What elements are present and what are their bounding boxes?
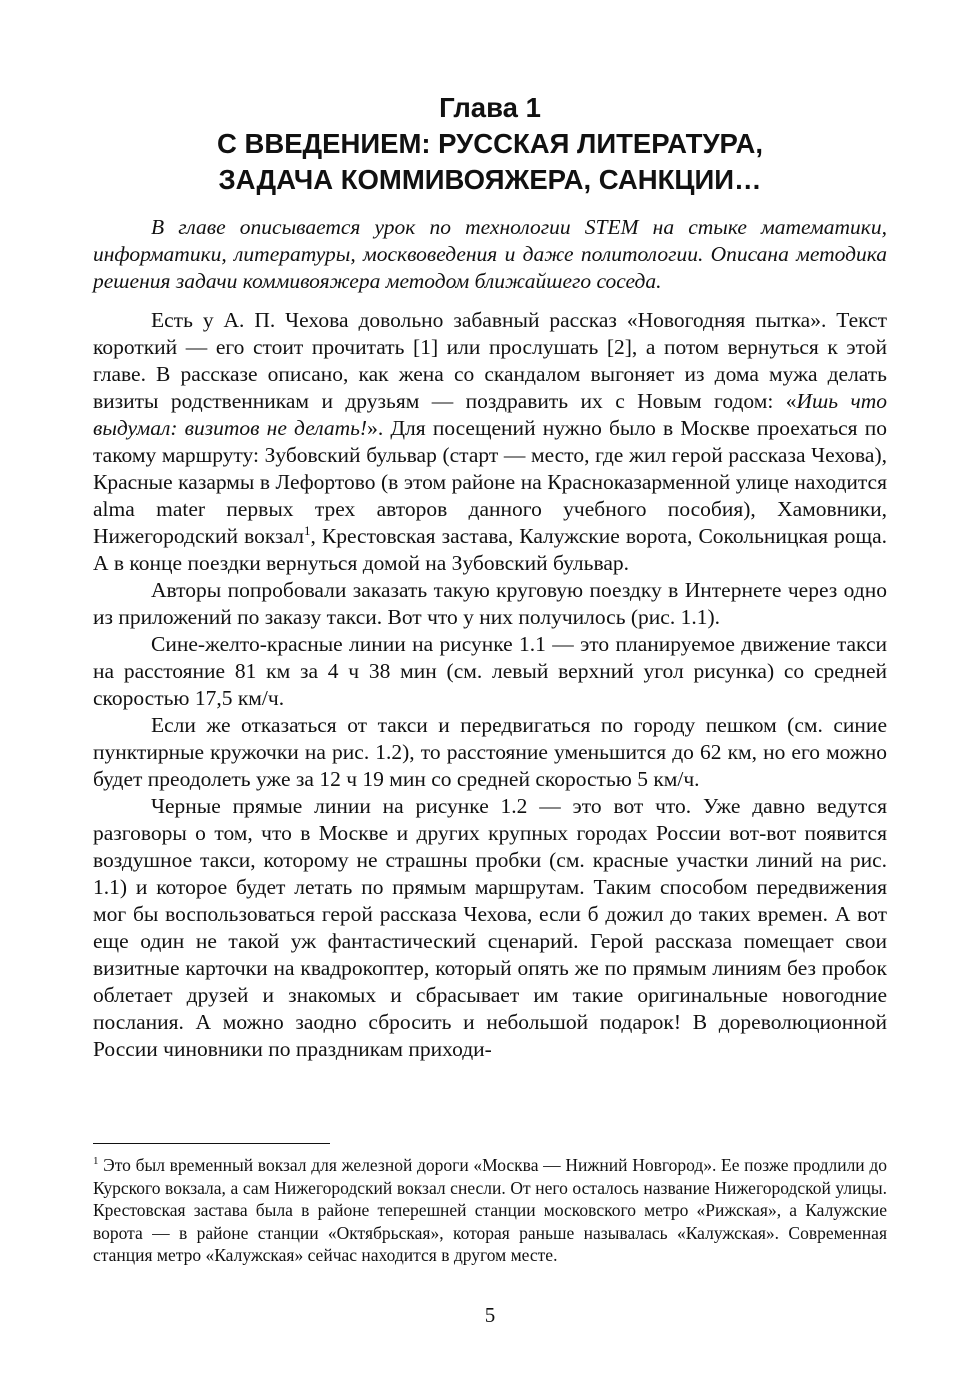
- footnote-divider: [93, 1143, 330, 1144]
- footnote-mark: 1: [93, 1155, 99, 1168]
- chapter-title-line1: С ВВЕДЕНИЕМ: РУССКАЯ ЛИТЕРАТУРА,: [217, 128, 763, 159]
- paragraph-3: Сине-желто-красные линии на рисунке 1.1 — это планируемое движение такси на расстояние 81 км за 4 ч 38 мин (см. левый верхний угол рисунка) со средней скоростью 17,5 км/ч.: [93, 632, 887, 710]
- chapter-title-line2: ЗАДАЧА КОММИВОЯЖЕРА, САНКЦИИ…: [218, 164, 762, 195]
- paragraph-1: [93, 307, 887, 577]
- paragraph-1-quote: Ишь что выдумал: визитов не делать!: [93, 389, 887, 440]
- paragraph-1-middle: ». Для посещений нужно было в Москве проехаться по такому маршруту: Зубовский бульвар (старт — место, где жил герой рассказа Чехова), Красные казармы в Лефортово (в этом районе на Красноказарменной улице находится alma mater первых трех авторов данного учебного пособия), Хамовники, Нижегородский вокзал: [93, 416, 887, 548]
- paragraph-2: Авторы попробовали заказать такую круговую поездку в Интернете через одно из приложений по заказу такси. Вот что у них получилось (рис. 1.1).: [93, 578, 887, 629]
- paragraph-1-end: , Крестовская застава, Калужские ворота, Сокольницкая роща. А в конце поездки вернуться домой на Зубовский бульвар.: [93, 524, 887, 575]
- page-number: 5: [484, 1303, 496, 1327]
- paragraph-1-start: Есть у А. П. Чехова довольно забавный рассказ «Новогодняя пытка». Текст короткий — его стоит прочитать [1] или прослушать [2], а потом вернуться к этой главе. В рассказе описано, как жена со скандалом выгоняет из дома мужа делать визиты родственникам и друзьям — поздравить их с Новым годом: «: [93, 308, 887, 413]
- footnote-text: Это был временный вокзал для железной дороги «Москва — Нижний Новгород». Ее позже продлили до Курского вокзала, а сам Нижегородский вокзал снесли. От него осталось название Нижегородской улицы. Крестовская застава была в районе теперешней станции московского метро «Рижская», а Калужские ворота — в районе станции «Октябрьская», которая раньше называлась «Калужская». Современная станция метро «Калужская» сейчас находится в другом месте.: [93, 1155, 887, 1265]
- paragraph-4: Если же отказаться от такси и передвигаться по городу пешком (см. синие пунктирные кружочки на рис. 1.2), то расстояние уменьшится до 62 км, но его можно будет преодолеть уже за 12 ч 19 мин со средней скоростью 5 км/ч.: [93, 713, 887, 791]
- page-content: [93, 90, 887, 1063]
- chapter-abstract: В главе описывается урок по технологии STEM на стыке математики, информатики, литературы, москвоведения и даже политологии. Описана методика решения задачи коммивояжера методом ближайшего соседа.: [93, 215, 887, 293]
- chapter-label: Глава 1: [439, 92, 541, 123]
- paragraph-5: Черные прямые линии на рисунке 1.2 — это вот что. Уже давно ведутся разговоры о том, что в Москве и других крупных городах России вот-вот появится воздушное такси, которому не страшны пробки (см. красные участки линий на рис. 1.1) и которое будет летать по прямым маршрутам. Таким способом передвижения мог бы воспользоваться герой рассказа Чехова, если б дожил до таких времен. А вот еще один не такой уж фантастический сценарий. Герой рассказа помещает свои визитные карточки на квадрокоптер, который опять же по прямым линиям без пробок облетает друзей и знакомых и сбрасывает им такие оригинальные новогодние послания. А можно заодно сбросить и небольшой подарок! В дореволюционной России чиновники по праздникам приходи-: [93, 794, 887, 1061]
- footnote-1: [93, 1154, 887, 1267]
- footnote-reference[interactable]: 1: [303, 522, 311, 538]
